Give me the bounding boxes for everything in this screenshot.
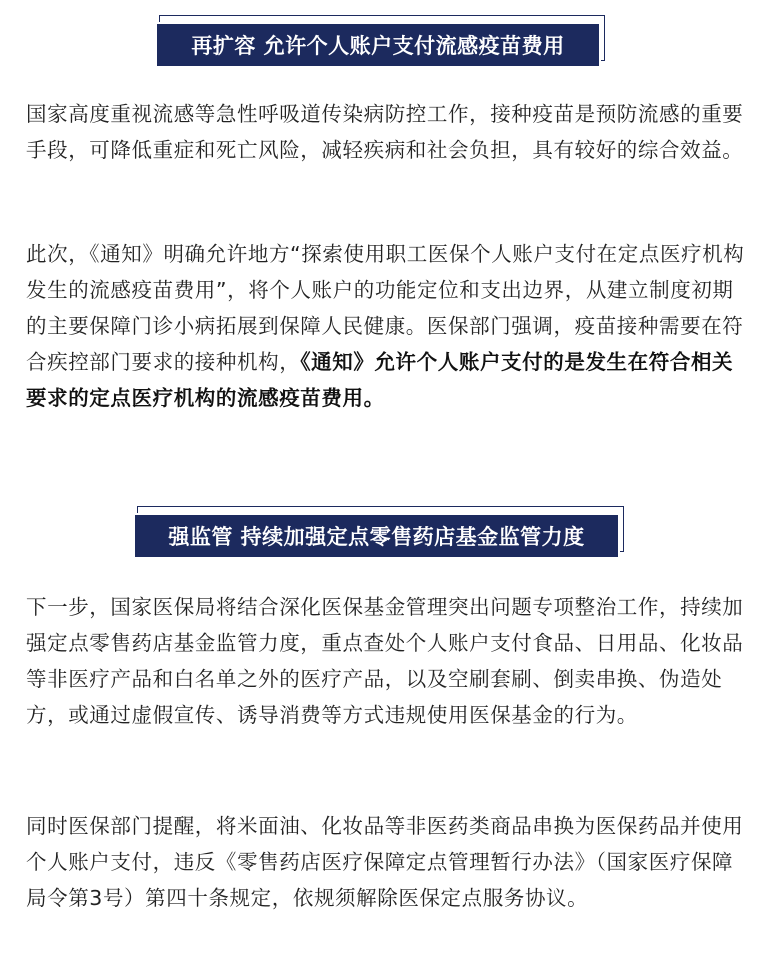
paragraph-4: 同时医保部门提醒，将米面油、化妆品等非医药类商品串换为医保药品并使用个人账户支付，违反《零售药店医疗保障定点管理暂行办法》（国家医疗保障局令第3号）第四十条规定，依规须解除医保定点服务协议。 — [26, 814, 744, 910]
paragraph-1: 国家高度重视流感等急性呼吸道传染病防控工作，接种疫苗是预防流感的重要手段，可降低重症和死亡风险，减轻疾病和社会负担，具有较好的综合效益。 — [26, 102, 744, 162]
section-heading-2 — [133, 513, 620, 559]
paragraph-2-bold: 《通知》允许个人账户支付的是发生在符合相关要求的定点医疗机构的流感疫苗费用。 — [26, 350, 734, 410]
paragraph-2-normal: 此次，《通知》明确允许地方“探索使用职工医保个人账户支付在定点医疗机构发生的流感疫苗费用”，将个人账户的功能定位和支出边界，从建立制度初期的主要保障门诊小病拓展到保障人民健康。医保部门强调，疫苗接种需要在符合疾控部门要求的接种机构， — [26, 242, 745, 374]
section-heading-1-text: 再扩容 允许个人账户支付流感疫苗费用 — [155, 22, 601, 68]
paragraph-2 — [26, 236, 748, 416]
section-heading-1 — [155, 22, 601, 68]
paragraph-3: 下一步，国家医保局将结合深化医保基金管理突出问题专项整治工作，持续加强定点零售药店基金监管力度，重点查处个人账户支付食品、日用品、化妆品等非医疗产品和白名单之外的医疗产品，以及空刷套刷、倒卖串换、伪造处方，或通过虚假宣传、诱导消费等方式违规使用医保基金的行为。 — [26, 595, 744, 727]
section-heading-2-text: 强监管 持续加强定点零售药店基金监管力度 — [133, 513, 620, 559]
